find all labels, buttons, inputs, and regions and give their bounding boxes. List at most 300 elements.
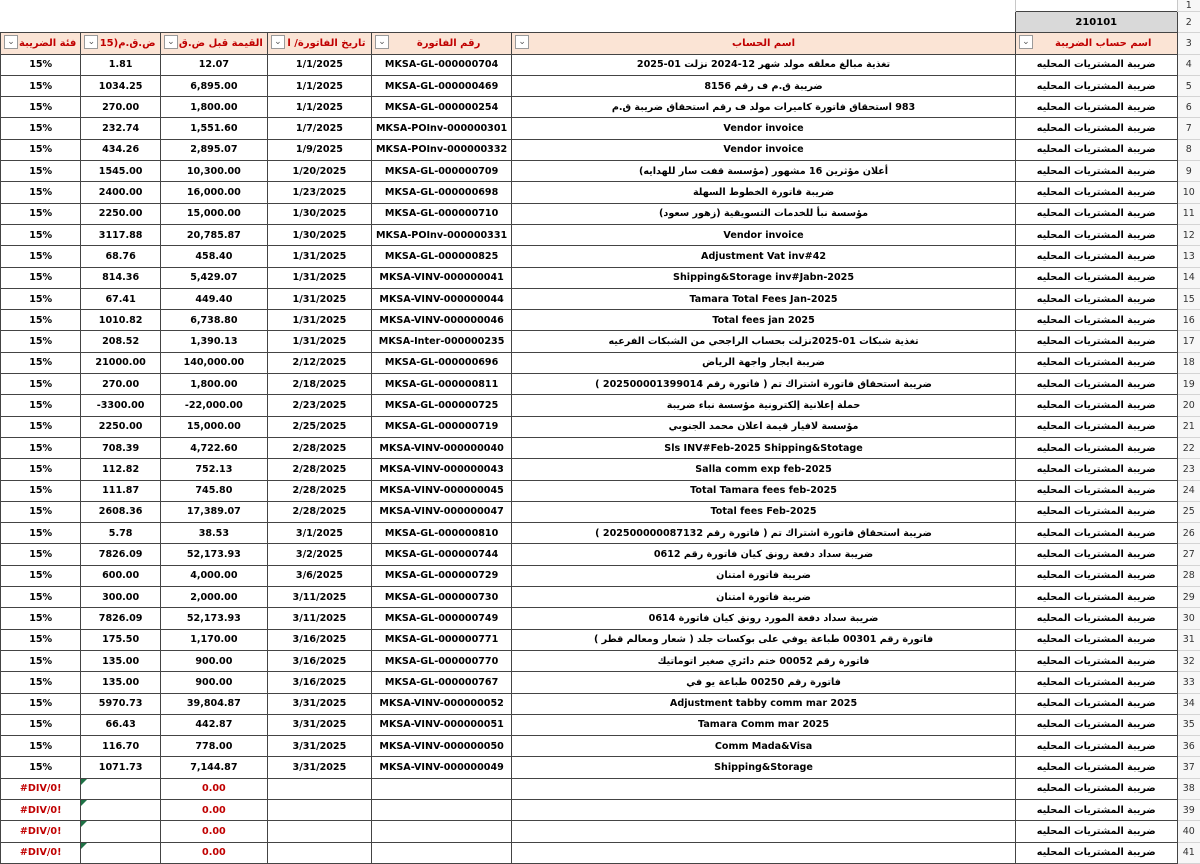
invoice-date-cell[interactable] xyxy=(267,842,371,863)
invoice-date-cell[interactable]: 3/6/2025 xyxy=(267,565,371,586)
invoice-date-cell[interactable]: 3/16/2025 xyxy=(267,672,371,693)
tax-account-cell[interactable]: ضريبة المشتريات المحليه xyxy=(1015,416,1177,437)
amount-cell[interactable]: 7,144.87 xyxy=(160,757,267,778)
tax-rate-cell[interactable]: 15% xyxy=(1,736,81,757)
filter-dropdown-button[interactable] xyxy=(164,35,178,49)
account-name-cell[interactable] xyxy=(512,842,1016,863)
vat-cell[interactable]: 270.00 xyxy=(81,97,161,118)
invoice-number-cell[interactable]: MKSA-GL-000000698 xyxy=(372,182,512,203)
amount-cell[interactable]: 449.40 xyxy=(160,288,267,309)
amount-cell[interactable]: 0.00 xyxy=(160,821,267,842)
invoice-date-cell[interactable]: 3/31/2025 xyxy=(267,693,371,714)
vat-cell[interactable]: 434.26 xyxy=(81,139,161,160)
invoice-number-cell[interactable]: MKSA-GL-000000810 xyxy=(372,523,512,544)
account-name-cell[interactable]: Vendor invoice xyxy=(512,224,1016,245)
invoice-date-cell[interactable]: 3/2/2025 xyxy=(267,544,371,565)
account-name-cell[interactable]: Sls INV#Feb-2025 Shipping&Stotage xyxy=(512,437,1016,458)
vat-cell[interactable]: 135.00 xyxy=(81,650,161,671)
vat-cell[interactable]: 232.74 xyxy=(81,118,161,139)
amount-cell[interactable]: 4,000.00 xyxy=(160,565,267,586)
invoice-date-cell[interactable]: 1/31/2025 xyxy=(267,288,371,309)
row-number[interactable]: 25 xyxy=(1177,501,1200,522)
invoice-number-cell[interactable]: MKSA-GL-000000730 xyxy=(372,587,512,608)
tax-account-cell[interactable]: ضريبة المشتريات المحليه xyxy=(1015,501,1177,522)
row-number[interactable]: 19 xyxy=(1177,374,1200,395)
row-number[interactable]: 20 xyxy=(1177,395,1200,416)
tax-account-cell[interactable]: ضريبة المشتريات المحليه xyxy=(1015,565,1177,586)
tax-rate-cell[interactable]: 15% xyxy=(1,565,81,586)
row-number[interactable]: 6 xyxy=(1177,97,1200,118)
invoice-number-cell[interactable]: MKSA-POInv-000000332 xyxy=(372,139,512,160)
invoice-number-cell[interactable]: MKSA-GL-000000696 xyxy=(372,352,512,373)
tax-account-cell[interactable]: ضريبة المشتريات المحليه xyxy=(1015,480,1177,501)
account-name-cell[interactable] xyxy=(512,821,1016,842)
tax-rate-cell[interactable]: 15% xyxy=(1,203,81,224)
row-number[interactable]: 7 xyxy=(1177,118,1200,139)
account-name-cell[interactable]: Total fees jan 2025 xyxy=(512,310,1016,331)
tax-account-cell[interactable]: ضريبة المشتريات المحليه xyxy=(1015,523,1177,544)
row-number[interactable]: 8 xyxy=(1177,139,1200,160)
tax-account-cell[interactable]: ضريبة المشتريات المحليه xyxy=(1015,693,1177,714)
row-number[interactable]: 5 xyxy=(1177,75,1200,96)
invoice-number-cell[interactable]: MKSA-GL-000000825 xyxy=(372,246,512,267)
invoice-date-cell[interactable]: 1/20/2025 xyxy=(267,161,371,182)
tax-account-cell[interactable]: ضريبة المشتريات المحليه xyxy=(1015,757,1177,778)
header-tax-account[interactable]: ⌄ اسم حساب الضريبة xyxy=(1015,33,1177,54)
invoice-date-cell[interactable]: 3/16/2025 xyxy=(267,629,371,650)
amount-cell[interactable]: 6,895.00 xyxy=(160,75,267,96)
account-name-cell[interactable]: Tamara Total Fees Jan-2025 xyxy=(512,288,1016,309)
vat-cell[interactable]: 2250.00 xyxy=(81,203,161,224)
tax-rate-cell[interactable]: 15% xyxy=(1,395,81,416)
invoice-number-cell[interactable]: MKSA-VINV-000000041 xyxy=(372,267,512,288)
invoice-date-cell[interactable]: 2/12/2025 xyxy=(267,352,371,373)
row-number[interactable]: 4 xyxy=(1177,54,1200,75)
invoice-date-cell[interactable]: 1/1/2025 xyxy=(267,97,371,118)
invoice-number-cell[interactable] xyxy=(372,778,512,799)
invoice-date-cell[interactable]: 1/30/2025 xyxy=(267,224,371,245)
account-name-cell[interactable]: 983 استحقاق فاتورة كاميرات مولد ف رقم استحقاق ضريبة ق.م xyxy=(512,97,1016,118)
amount-cell[interactable]: 1,800.00 xyxy=(160,97,267,118)
vat-cell[interactable]: 2608.36 xyxy=(81,501,161,522)
invoice-number-cell[interactable]: MKSA-VINV-000000040 xyxy=(372,437,512,458)
tax-rate-cell[interactable]: 15% xyxy=(1,310,81,331)
invoice-number-cell[interactable] xyxy=(372,821,512,842)
amount-cell[interactable]: 0.00 xyxy=(160,778,267,799)
amount-cell[interactable]: 2,895.07 xyxy=(160,139,267,160)
tax-rate-cell[interactable]: 15% xyxy=(1,118,81,139)
row-number[interactable]: 37 xyxy=(1177,757,1200,778)
tax-account-cell[interactable]: ضريبة المشتريات المحليه xyxy=(1015,352,1177,373)
tax-rate-cell[interactable]: 15% xyxy=(1,161,81,182)
invoice-number-cell[interactable]: MKSA-VINV-000000049 xyxy=(372,757,512,778)
filter-dropdown-button[interactable] xyxy=(4,35,18,49)
tax-account-cell[interactable]: ضريبة المشتريات المحليه xyxy=(1015,650,1177,671)
account-name-cell[interactable]: فاتورة رقم 00250 طباعة يو في xyxy=(512,672,1016,693)
tax-rate-cell[interactable]: 15% xyxy=(1,224,81,245)
header-vat[interactable]: ⌄ ض.ق.م(15 xyxy=(81,33,161,54)
tax-account-cell[interactable]: ضريبة المشتريات المحليه xyxy=(1015,161,1177,182)
invoice-date-cell[interactable]: 1/31/2025 xyxy=(267,310,371,331)
row-number[interactable]: 28 xyxy=(1177,565,1200,586)
invoice-number-cell[interactable]: MKSA-VINV-000000051 xyxy=(372,714,512,735)
vat-cell[interactable]: 3117.88 xyxy=(81,224,161,245)
account-name-cell[interactable]: ضريبة فاتورة امتنان xyxy=(512,565,1016,586)
row-number[interactable]: 2 xyxy=(1177,12,1200,33)
row-number[interactable]: 26 xyxy=(1177,523,1200,544)
tax-rate-cell[interactable]: 15% xyxy=(1,182,81,203)
tax-account-cell[interactable]: ضريبة المشتريات المحليه xyxy=(1015,799,1177,820)
row-number[interactable]: 31 xyxy=(1177,629,1200,650)
invoice-number-cell[interactable] xyxy=(372,842,512,863)
row-number[interactable]: 17 xyxy=(1177,331,1200,352)
tax-account-cell[interactable]: ضريبة المشتريات المحليه xyxy=(1015,437,1177,458)
tax-rate-cell[interactable]: 15% xyxy=(1,246,81,267)
amount-cell[interactable]: 52,173.93 xyxy=(160,608,267,629)
account-name-cell[interactable]: Salla comm exp feb-2025 xyxy=(512,459,1016,480)
amount-cell[interactable]: 6,738.80 xyxy=(160,310,267,331)
invoice-number-cell[interactable]: MKSA-GL-000000710 xyxy=(372,203,512,224)
filter-dropdown-button[interactable] xyxy=(375,35,389,49)
account-name-cell[interactable]: مؤسسة نبأ للخدمات التسويقية (زهور سعود) xyxy=(512,203,1016,224)
invoice-number-cell[interactable]: MKSA-VINV-000000052 xyxy=(372,693,512,714)
invoice-number-cell[interactable]: MKSA-POInv-000000331 xyxy=(372,224,512,245)
vat-cell[interactable]: 1034.25 xyxy=(81,75,161,96)
account-name-cell[interactable]: Vendor invoice xyxy=(512,118,1016,139)
tax-rate-cell[interactable] xyxy=(1,821,81,842)
tax-account-cell[interactable]: ضريبة المشتريات المحليه xyxy=(1015,97,1177,118)
row-number[interactable]: 36 xyxy=(1177,736,1200,757)
tax-account-cell[interactable]: ضريبة المشتريات المحليه xyxy=(1015,672,1177,693)
header-amount[interactable]: ⌄ القيمة قبل ض.ق xyxy=(160,33,267,54)
account-name-cell[interactable]: Tamara Comm mar 2025 xyxy=(512,714,1016,735)
invoice-number-cell[interactable]: MKSA-GL-000000767 xyxy=(372,672,512,693)
amount-cell[interactable]: 10,300.00 xyxy=(160,161,267,182)
row-number[interactable]: 21 xyxy=(1177,416,1200,437)
invoice-number-cell[interactable]: MKSA-GL-000000254 xyxy=(372,97,512,118)
vat-cell[interactable]: 116.70 xyxy=(81,736,161,757)
row-number[interactable]: 32 xyxy=(1177,650,1200,671)
account-name-cell[interactable]: Shipping&Storage xyxy=(512,757,1016,778)
amount-cell[interactable]: 16,000.00 xyxy=(160,182,267,203)
amount-cell[interactable]: 0.00 xyxy=(160,842,267,863)
tax-account-cell[interactable]: ضريبة المشتريات المحليه xyxy=(1015,203,1177,224)
header-account-name[interactable]: ⌄ اسم الحساب xyxy=(512,33,1016,54)
tax-rate-cell[interactable]: 15% xyxy=(1,480,81,501)
tax-rate-cell[interactable]: 15% xyxy=(1,629,81,650)
tax-rate-cell[interactable]: 15% xyxy=(1,437,81,458)
amount-cell[interactable]: 1,800.00 xyxy=(160,374,267,395)
account-name-cell[interactable]: Comm Mada&Visa xyxy=(512,736,1016,757)
amount-cell[interactable]: 1,170.00 xyxy=(160,629,267,650)
row-number[interactable]: 14 xyxy=(1177,267,1200,288)
tax-account-cell[interactable]: ضريبة المشتريات المحليه xyxy=(1015,118,1177,139)
amount-cell[interactable]: 12.07 xyxy=(160,54,267,75)
vat-cell[interactable]: 2250.00 xyxy=(81,416,161,437)
invoice-number-cell[interactable]: MKSA-GL-000000469 xyxy=(372,75,512,96)
amount-cell[interactable]: 39,804.87 xyxy=(160,693,267,714)
vat-cell[interactable]: 7826.09 xyxy=(81,608,161,629)
tax-rate-cell[interactable] xyxy=(1,778,81,799)
filter-dropdown-button[interactable] xyxy=(1019,35,1033,49)
account-name-cell[interactable]: تغذية شبكات 01-2025نزلت بحساب الراجحي من الشبكات الفرعيه xyxy=(512,331,1016,352)
amount-cell[interactable]: 1,551.60 xyxy=(160,118,267,139)
vat-cell[interactable]: 600.00 xyxy=(81,565,161,586)
amount-cell[interactable]: 745.80 xyxy=(160,480,267,501)
invoice-date-cell[interactable]: 1/30/2025 xyxy=(267,203,371,224)
vat-cell[interactable]: 68.76 xyxy=(81,246,161,267)
vat-cell[interactable]: 111.87 xyxy=(81,480,161,501)
account-name-cell[interactable]: فاتورة رقم 00052 ختم دائري صغير اتوماتيك xyxy=(512,650,1016,671)
invoice-number-cell[interactable]: MKSA-VINV-000000043 xyxy=(372,459,512,480)
invoice-number-cell[interactable]: MKSA-GL-000000749 xyxy=(372,608,512,629)
vat-cell[interactable]: 1010.82 xyxy=(81,310,161,331)
amount-cell[interactable]: 1,390.13 xyxy=(160,331,267,352)
vat-cell[interactable]: 21000.00 xyxy=(81,352,161,373)
vat-cell[interactable]: 1545.00 xyxy=(81,161,161,182)
invoice-number-cell[interactable]: MKSA-VINV-000000044 xyxy=(372,288,512,309)
tax-account-cell[interactable]: ضريبة المشتريات المحليه xyxy=(1015,459,1177,480)
account-name-cell[interactable] xyxy=(512,778,1016,799)
account-name-cell[interactable]: ضريبة فاتورة امتنان xyxy=(512,587,1016,608)
account-name-cell[interactable]: ضريبة استحقاق فاتورة اشتراك تم ( فاتورة رقم 202500001399014 ) xyxy=(512,374,1016,395)
tax-rate-cell[interactable]: 15% xyxy=(1,288,81,309)
invoice-number-cell[interactable]: MKSA-Inter-000000235 xyxy=(372,331,512,352)
row-number[interactable]: 29 xyxy=(1177,587,1200,608)
invoice-date-cell[interactable]: 3/31/2025 xyxy=(267,757,371,778)
amount-cell[interactable]: 5,429.07 xyxy=(160,267,267,288)
invoice-number-cell[interactable]: MKSA-GL-000000771 xyxy=(372,629,512,650)
account-name-cell[interactable]: ضريبة سداد دفعة المورد رونق كيان فاتورة 0614 xyxy=(512,608,1016,629)
vat-cell[interactable]: 300.00 xyxy=(81,587,161,608)
invoice-number-cell[interactable]: MKSA-VINV-000000046 xyxy=(372,310,512,331)
row-number[interactable]: 9 xyxy=(1177,161,1200,182)
amount-cell[interactable]: 442.87 xyxy=(160,714,267,735)
tax-account-cell[interactable]: ضريبة المشتريات المحليه xyxy=(1015,736,1177,757)
tax-rate-cell[interactable]: 15% xyxy=(1,523,81,544)
account-name-cell[interactable] xyxy=(512,799,1016,820)
invoice-date-cell[interactable]: 1/1/2025 xyxy=(267,75,371,96)
invoice-number-cell[interactable]: MKSA-VINV-000000047 xyxy=(372,501,512,522)
invoice-date-cell[interactable]: 1/23/2025 xyxy=(267,182,371,203)
invoice-date-cell[interactable]: 3/31/2025 xyxy=(267,714,371,735)
invoice-date-cell[interactable] xyxy=(267,778,371,799)
row-number[interactable]: 35 xyxy=(1177,714,1200,735)
tax-rate-cell[interactable]: 15% xyxy=(1,267,81,288)
account-name-cell[interactable]: فاتورة رقم 00301 طباعة يوفي على بوكسات جلد ( شعار ومعالم قطر ) xyxy=(512,629,1016,650)
account-name-cell[interactable]: Shipping&Storage inv#Jabn-2025 xyxy=(512,267,1016,288)
tax-rate-cell[interactable]: 15% xyxy=(1,587,81,608)
vat-cell[interactable] xyxy=(81,821,161,842)
invoice-number-cell[interactable]: MKSA-GL-000000719 xyxy=(372,416,512,437)
vat-cell[interactable]: 5970.73 xyxy=(81,693,161,714)
vat-cell[interactable]: 1.81 xyxy=(81,54,161,75)
header-tax-rate[interactable]: ⌄ فئة الضريبة xyxy=(1,33,81,54)
vat-cell[interactable]: 67.41 xyxy=(81,288,161,309)
tax-rate-cell[interactable]: 15% xyxy=(1,544,81,565)
amount-cell[interactable]: 900.00 xyxy=(160,650,267,671)
tax-account-cell[interactable]: ضريبة المشتريات المحليه xyxy=(1015,288,1177,309)
tax-account-cell[interactable]: ضريبة المشتريات المحليه xyxy=(1015,821,1177,842)
row-number[interactable]: 40 xyxy=(1177,821,1200,842)
account-name-cell[interactable]: ضريبة سداد دفعة رونق كيان فاتورة رقم 0612 xyxy=(512,544,1016,565)
amount-cell[interactable]: 20,785.87 xyxy=(160,224,267,245)
row-number[interactable]: 16 xyxy=(1177,310,1200,331)
invoice-date-cell[interactable]: 1/31/2025 xyxy=(267,331,371,352)
vat-cell[interactable]: 208.52 xyxy=(81,331,161,352)
header-invoice-number[interactable]: ⌄ رقم الفاتورة xyxy=(372,33,512,54)
vat-cell[interactable]: 175.50 xyxy=(81,629,161,650)
tax-account-cell[interactable]: ضريبة المشتريات المحليه xyxy=(1015,54,1177,75)
tax-rate-cell[interactable]: 15% xyxy=(1,75,81,96)
tax-rate-cell[interactable]: 15% xyxy=(1,459,81,480)
account-name-cell[interactable]: Adjustment Vat inv#42 xyxy=(512,246,1016,267)
vat-cell[interactable] xyxy=(81,778,161,799)
row-number[interactable]: 23 xyxy=(1177,459,1200,480)
vat-cell[interactable]: 135.00 xyxy=(81,672,161,693)
vat-cell[interactable]: 7826.09 xyxy=(81,544,161,565)
amount-cell[interactable]: 15,000.00 xyxy=(160,203,267,224)
row-number[interactable]: 13 xyxy=(1177,246,1200,267)
account-name-cell[interactable]: تغذية مبالغ معلقه مولد شهر 12-2024 نزلت 01-2025 xyxy=(512,54,1016,75)
account-name-cell[interactable]: ضريبة فاتورة الخطوط السهلة xyxy=(512,182,1016,203)
tax-rate-cell[interactable]: 15% xyxy=(1,331,81,352)
amount-cell[interactable]: 778.00 xyxy=(160,736,267,757)
tax-account-cell[interactable]: ضريبة المشتريات المحليه xyxy=(1015,310,1177,331)
amount-cell[interactable]: 17,389.07 xyxy=(160,501,267,522)
account-code-cell[interactable]: 210101 xyxy=(1015,12,1177,33)
invoice-date-cell[interactable]: 1/31/2025 xyxy=(267,267,371,288)
tax-rate-cell[interactable] xyxy=(1,842,81,863)
tax-account-cell[interactable]: ضريبة المشتريات المحليه xyxy=(1015,629,1177,650)
row-number[interactable]: 11 xyxy=(1177,203,1200,224)
amount-cell[interactable]: 38.53 xyxy=(160,523,267,544)
account-name-cell[interactable]: Vendor invoice xyxy=(512,139,1016,160)
tax-account-cell[interactable]: ضريبة المشتريات المحليه xyxy=(1015,395,1177,416)
invoice-date-cell[interactable]: 2/25/2025 xyxy=(267,416,371,437)
row-number[interactable]: 27 xyxy=(1177,544,1200,565)
amount-cell[interactable]: 900.00 xyxy=(160,672,267,693)
invoice-date-cell[interactable] xyxy=(267,799,371,820)
account-name-cell[interactable]: ضريبة ق.م ف رقم 8156 xyxy=(512,75,1016,96)
invoice-date-cell[interactable]: 2/28/2025 xyxy=(267,459,371,480)
vat-cell[interactable]: 2400.00 xyxy=(81,182,161,203)
invoice-date-cell[interactable]: 3/11/2025 xyxy=(267,608,371,629)
tax-account-cell[interactable]: ضريبة المشتريات المحليه xyxy=(1015,267,1177,288)
invoice-number-cell[interactable]: MKSA-GL-000000725 xyxy=(372,395,512,416)
tax-rate-cell[interactable]: 15% xyxy=(1,608,81,629)
amount-cell[interactable]: 752.13 xyxy=(160,459,267,480)
vat-cell[interactable]: 814.36 xyxy=(81,267,161,288)
tax-rate-cell[interactable] xyxy=(1,799,81,820)
filter-dropdown-button[interactable] xyxy=(271,35,285,49)
invoice-date-cell[interactable]: 1/9/2025 xyxy=(267,139,371,160)
account-name-cell[interactable]: Total fees Feb-2025 xyxy=(512,501,1016,522)
row-number[interactable]: 34 xyxy=(1177,693,1200,714)
tax-account-cell[interactable]: ضريبة المشتريات المحليه xyxy=(1015,224,1177,245)
amount-cell[interactable]: 0.00 xyxy=(160,799,267,820)
vat-cell[interactable]: 708.39 xyxy=(81,437,161,458)
amount-cell[interactable]: 140,000.00 xyxy=(160,352,267,373)
invoice-date-cell[interactable]: 3/11/2025 xyxy=(267,587,371,608)
tax-account-cell[interactable]: ضريبة المشتريات المحليه xyxy=(1015,246,1177,267)
invoice-date-cell[interactable]: 3/31/2025 xyxy=(267,736,371,757)
vat-cell[interactable] xyxy=(81,842,161,863)
row-number[interactable]: 10 xyxy=(1177,182,1200,203)
account-name-cell[interactable]: حملة إعلانية إلكترونية مؤسسة نباء ضريبة xyxy=(512,395,1016,416)
vat-cell[interactable]: 112.82 xyxy=(81,459,161,480)
tax-account-cell[interactable]: ضريبة المشتريات المحليه xyxy=(1015,331,1177,352)
invoice-date-cell[interactable] xyxy=(267,821,371,842)
row-number[interactable]: 41 xyxy=(1177,842,1200,863)
amount-cell[interactable]: -22,000.00 xyxy=(160,395,267,416)
account-name-cell[interactable]: Total Tamara fees feb-2025 xyxy=(512,480,1016,501)
invoice-date-cell[interactable]: 1/31/2025 xyxy=(267,246,371,267)
row-number[interactable]: 22 xyxy=(1177,437,1200,458)
amount-cell[interactable]: 52,173.93 xyxy=(160,544,267,565)
invoice-date-cell[interactable]: 3/16/2025 xyxy=(267,650,371,671)
row-number[interactable]: 12 xyxy=(1177,224,1200,245)
row-number[interactable]: 18 xyxy=(1177,352,1200,373)
row-number[interactable]: 15 xyxy=(1177,288,1200,309)
row-number[interactable]: 38 xyxy=(1177,778,1200,799)
tax-rate-cell[interactable]: 15% xyxy=(1,672,81,693)
tax-account-cell[interactable]: ضريبة المشتريات المحليه xyxy=(1015,374,1177,395)
amount-cell[interactable]: 15,000.00 xyxy=(160,416,267,437)
account-name-cell[interactable]: ضريبة ايجار واجهة الرياض xyxy=(512,352,1016,373)
invoice-number-cell[interactable] xyxy=(372,799,512,820)
invoice-date-cell[interactable]: 2/28/2025 xyxy=(267,437,371,458)
tax-account-cell[interactable]: ضريبة المشتريات المحليه xyxy=(1015,608,1177,629)
tax-rate-cell[interactable]: 15% xyxy=(1,693,81,714)
tax-rate-cell[interactable]: 15% xyxy=(1,374,81,395)
tax-rate-cell[interactable]: 15% xyxy=(1,97,81,118)
vat-cell[interactable]: 66.43 xyxy=(81,714,161,735)
filter-dropdown-button[interactable] xyxy=(84,35,98,49)
row-number[interactable]: 33 xyxy=(1177,672,1200,693)
vat-cell[interactable] xyxy=(81,799,161,820)
tax-rate-cell[interactable]: 15% xyxy=(1,501,81,522)
tax-rate-cell[interactable]: 15% xyxy=(1,714,81,735)
tax-account-cell[interactable]: ضريبة المشتريات المحليه xyxy=(1015,182,1177,203)
amount-cell[interactable]: 4,722.60 xyxy=(160,437,267,458)
vat-cell[interactable]: -3300.00 xyxy=(81,395,161,416)
tax-account-cell[interactable]: ضريبة المشتريات المحليه xyxy=(1015,842,1177,863)
header-invoice-date[interactable]: ⌄ تاريخ الفاتورة/ ا xyxy=(267,33,371,54)
invoice-date-cell[interactable]: 3/1/2025 xyxy=(267,523,371,544)
tax-account-cell[interactable]: ضريبة المشتريات المحليه xyxy=(1015,75,1177,96)
tax-account-cell[interactable]: ضريبة المشتريات المحليه xyxy=(1015,778,1177,799)
vat-cell[interactable]: 1071.73 xyxy=(81,757,161,778)
tax-rate-cell[interactable]: 15% xyxy=(1,54,81,75)
account-name-cell[interactable]: Adjustment tabby comm mar 2025 xyxy=(512,693,1016,714)
row-number[interactable]: 1 xyxy=(1177,0,1200,12)
invoice-number-cell[interactable]: MKSA-GL-000000744 xyxy=(372,544,512,565)
vat-cell[interactable]: 270.00 xyxy=(81,374,161,395)
tax-rate-cell[interactable]: 15% xyxy=(1,650,81,671)
invoice-number-cell[interactable]: MKSA-VINV-000000050 xyxy=(372,736,512,757)
row-number[interactable]: 3 xyxy=(1177,33,1200,54)
amount-cell[interactable]: 2,000.00 xyxy=(160,587,267,608)
vat-cell[interactable]: 5.78 xyxy=(81,523,161,544)
invoice-number-cell[interactable]: MKSA-GL-000000770 xyxy=(372,650,512,671)
account-name-cell[interactable]: مؤسسة لافيار قيمة اعلان محمد الجنوبي xyxy=(512,416,1016,437)
invoice-number-cell[interactable]: MKSA-GL-000000709 xyxy=(372,161,512,182)
tax-account-cell[interactable]: ضريبة المشتريات المحليه xyxy=(1015,714,1177,735)
tax-rate-cell[interactable]: 15% xyxy=(1,352,81,373)
filter-dropdown-button[interactable] xyxy=(515,35,529,49)
invoice-date-cell[interactable]: 2/28/2025 xyxy=(267,480,371,501)
